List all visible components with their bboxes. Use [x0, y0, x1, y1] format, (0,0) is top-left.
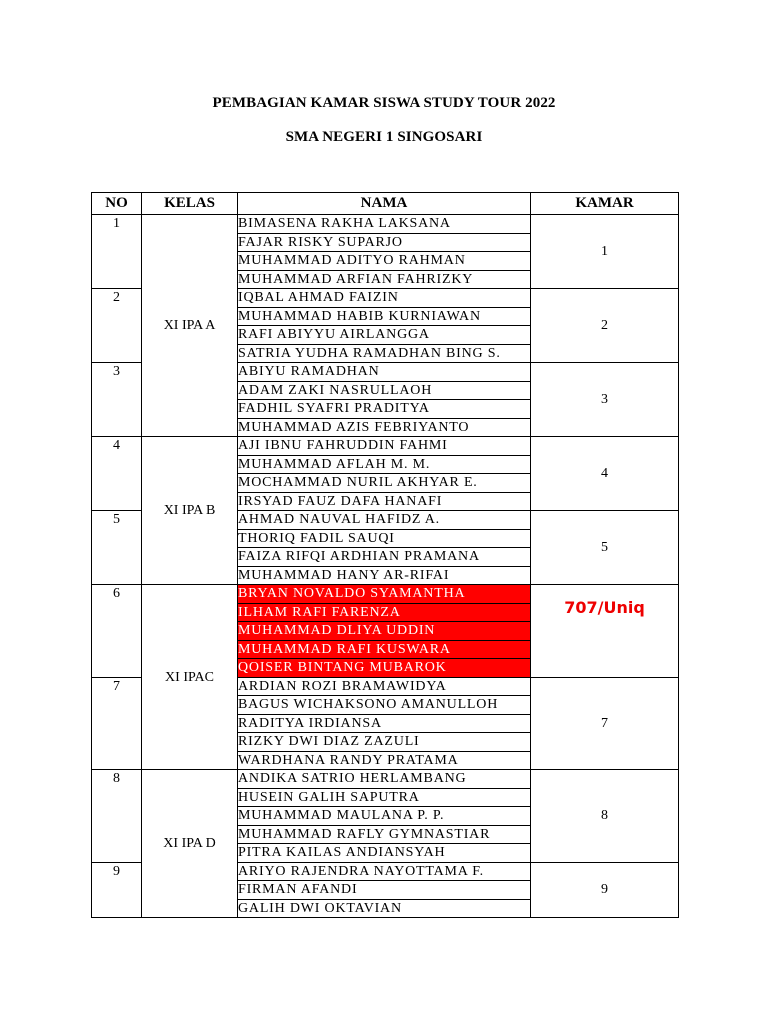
- group-number: 1: [92, 215, 142, 289]
- student-name: ILHAM RAFI FARENZA: [238, 603, 531, 622]
- student-name: BIMASENA RAKHA LAKSANA: [238, 215, 531, 234]
- student-name: MOCHAMMAD NURIL AKHYAR E.: [238, 474, 531, 493]
- student-name: ADAM ZAKI NASRULLAOH: [238, 381, 531, 400]
- student-name: MUHAMMAD ARFIAN FAHRIZKY: [238, 270, 531, 289]
- student-name: MUHAMMAD AFLAH M. M.: [238, 455, 531, 474]
- room-number: 5: [531, 511, 679, 585]
- group-number: 5: [92, 511, 142, 585]
- table-row: [92, 215, 679, 234]
- column-header-nama: NAMA: [238, 193, 531, 215]
- room-number: 8: [531, 770, 679, 863]
- student-name: RIZKY DWI DIAZ ZAZULI: [238, 733, 531, 752]
- column-header-no: NO: [92, 193, 142, 215]
- student-name: MUHAMMAD HANY AR-RIFAI: [238, 566, 531, 585]
- student-name: MUHAMMAD HABIB KURNIAWAN: [238, 307, 531, 326]
- student-name: MUHAMMAD AZIS FEBRIYANTO: [238, 418, 531, 437]
- room-number: 707/Uniq: [531, 585, 679, 678]
- student-name: MUHAMMAD DLIYA UDDIN: [238, 622, 531, 641]
- class-label: XI IPA B: [142, 437, 238, 585]
- document-title: PEMBAGIAN KAMAR SISWA STUDY TOUR 2022: [212, 95, 556, 111]
- student-name: THORIQ FADIL SAUQI: [238, 529, 531, 548]
- class-label: XI IPA A: [142, 215, 238, 437]
- room-allocation-table: [91, 192, 679, 918]
- column-header-kelas: KELAS: [142, 193, 238, 215]
- group-number: 3: [92, 363, 142, 437]
- group-number: 6: [92, 585, 142, 678]
- student-name: MUHAMMAD ADITYO RAHMAN: [238, 252, 531, 271]
- room-number: 4: [531, 437, 679, 511]
- student-name: IQBAL AHMAD FAIZIN: [238, 289, 531, 308]
- header-row: [92, 193, 679, 215]
- table-row: [92, 585, 679, 604]
- table-row: [92, 770, 679, 789]
- group-number: 4: [92, 437, 142, 511]
- student-name: MUHAMMAD RAFLY GYMNASTIAR: [238, 825, 531, 844]
- student-name: ABIYU RAMADHAN: [238, 363, 531, 382]
- group-number: 2: [92, 289, 142, 363]
- document-subtitle: SMA NEGERI 1 SINGOSARI: [285, 129, 483, 145]
- room-number: 1: [531, 215, 679, 289]
- column-header-kamar: KAMAR: [531, 193, 679, 215]
- student-name: BRYAN NOVALDO SYAMANTHA: [238, 585, 531, 604]
- student-name: AJI IBNU FAHRUDDIN FAHMI: [238, 437, 531, 456]
- student-name: ANDIKA SATRIO HERLAMBANG: [238, 770, 531, 789]
- student-name: FAJAR RISKY SUPARJO: [238, 233, 531, 252]
- class-label: XI IPAC: [142, 585, 238, 770]
- student-name: QOISER BINTANG MUBAROK: [238, 659, 531, 678]
- group-number: 8: [92, 770, 142, 863]
- group-number: 9: [92, 862, 142, 918]
- student-name: SATRIA YUDHA RAMADHAN BING S.: [238, 344, 531, 363]
- student-name: HUSEIN GALIH SAPUTRA: [238, 788, 531, 807]
- student-name: FAIZA RIFQI ARDHIAN PRAMANA: [238, 548, 531, 567]
- student-name: FIRMAN AFANDI: [238, 881, 531, 900]
- student-name: GALIH DWI OKTAVIAN: [238, 899, 531, 918]
- room-number: 7: [531, 677, 679, 770]
- table-body: [92, 215, 679, 918]
- student-name: IRSYAD FAUZ DAFA HANAFI: [238, 492, 531, 511]
- room-number: 9: [531, 862, 679, 918]
- room-number: 2: [531, 289, 679, 363]
- student-name: MUHAMMAD MAULANA P. P.: [238, 807, 531, 826]
- student-name: RADITYA IRDIANSA: [238, 714, 531, 733]
- student-name: BAGUS WICHAKSONO AMANULLOH: [238, 696, 531, 715]
- table-row: [92, 437, 679, 456]
- student-name: WARDHANA RANDY PRATAMA: [238, 751, 531, 770]
- class-label: XI IPA D: [142, 770, 238, 918]
- student-name: FADHIL SYAFRI PRADITYA: [238, 400, 531, 419]
- student-name: PITRA KAILAS ANDIANSYAH: [238, 844, 531, 863]
- room-number: 3: [531, 363, 679, 437]
- student-name: ARIYO RAJENDRA NAYOTTAMA F.: [238, 862, 531, 881]
- student-name: ARDIAN ROZI BRAMAWIDYA: [238, 677, 531, 696]
- student-name: RAFI ABIYYU AIRLANGGA: [238, 326, 531, 345]
- student-name: MUHAMMAD RAFI KUSWARA: [238, 640, 531, 659]
- student-name: AHMAD NAUVAL HAFIDZ A.: [238, 511, 531, 530]
- group-number: 7: [92, 677, 142, 770]
